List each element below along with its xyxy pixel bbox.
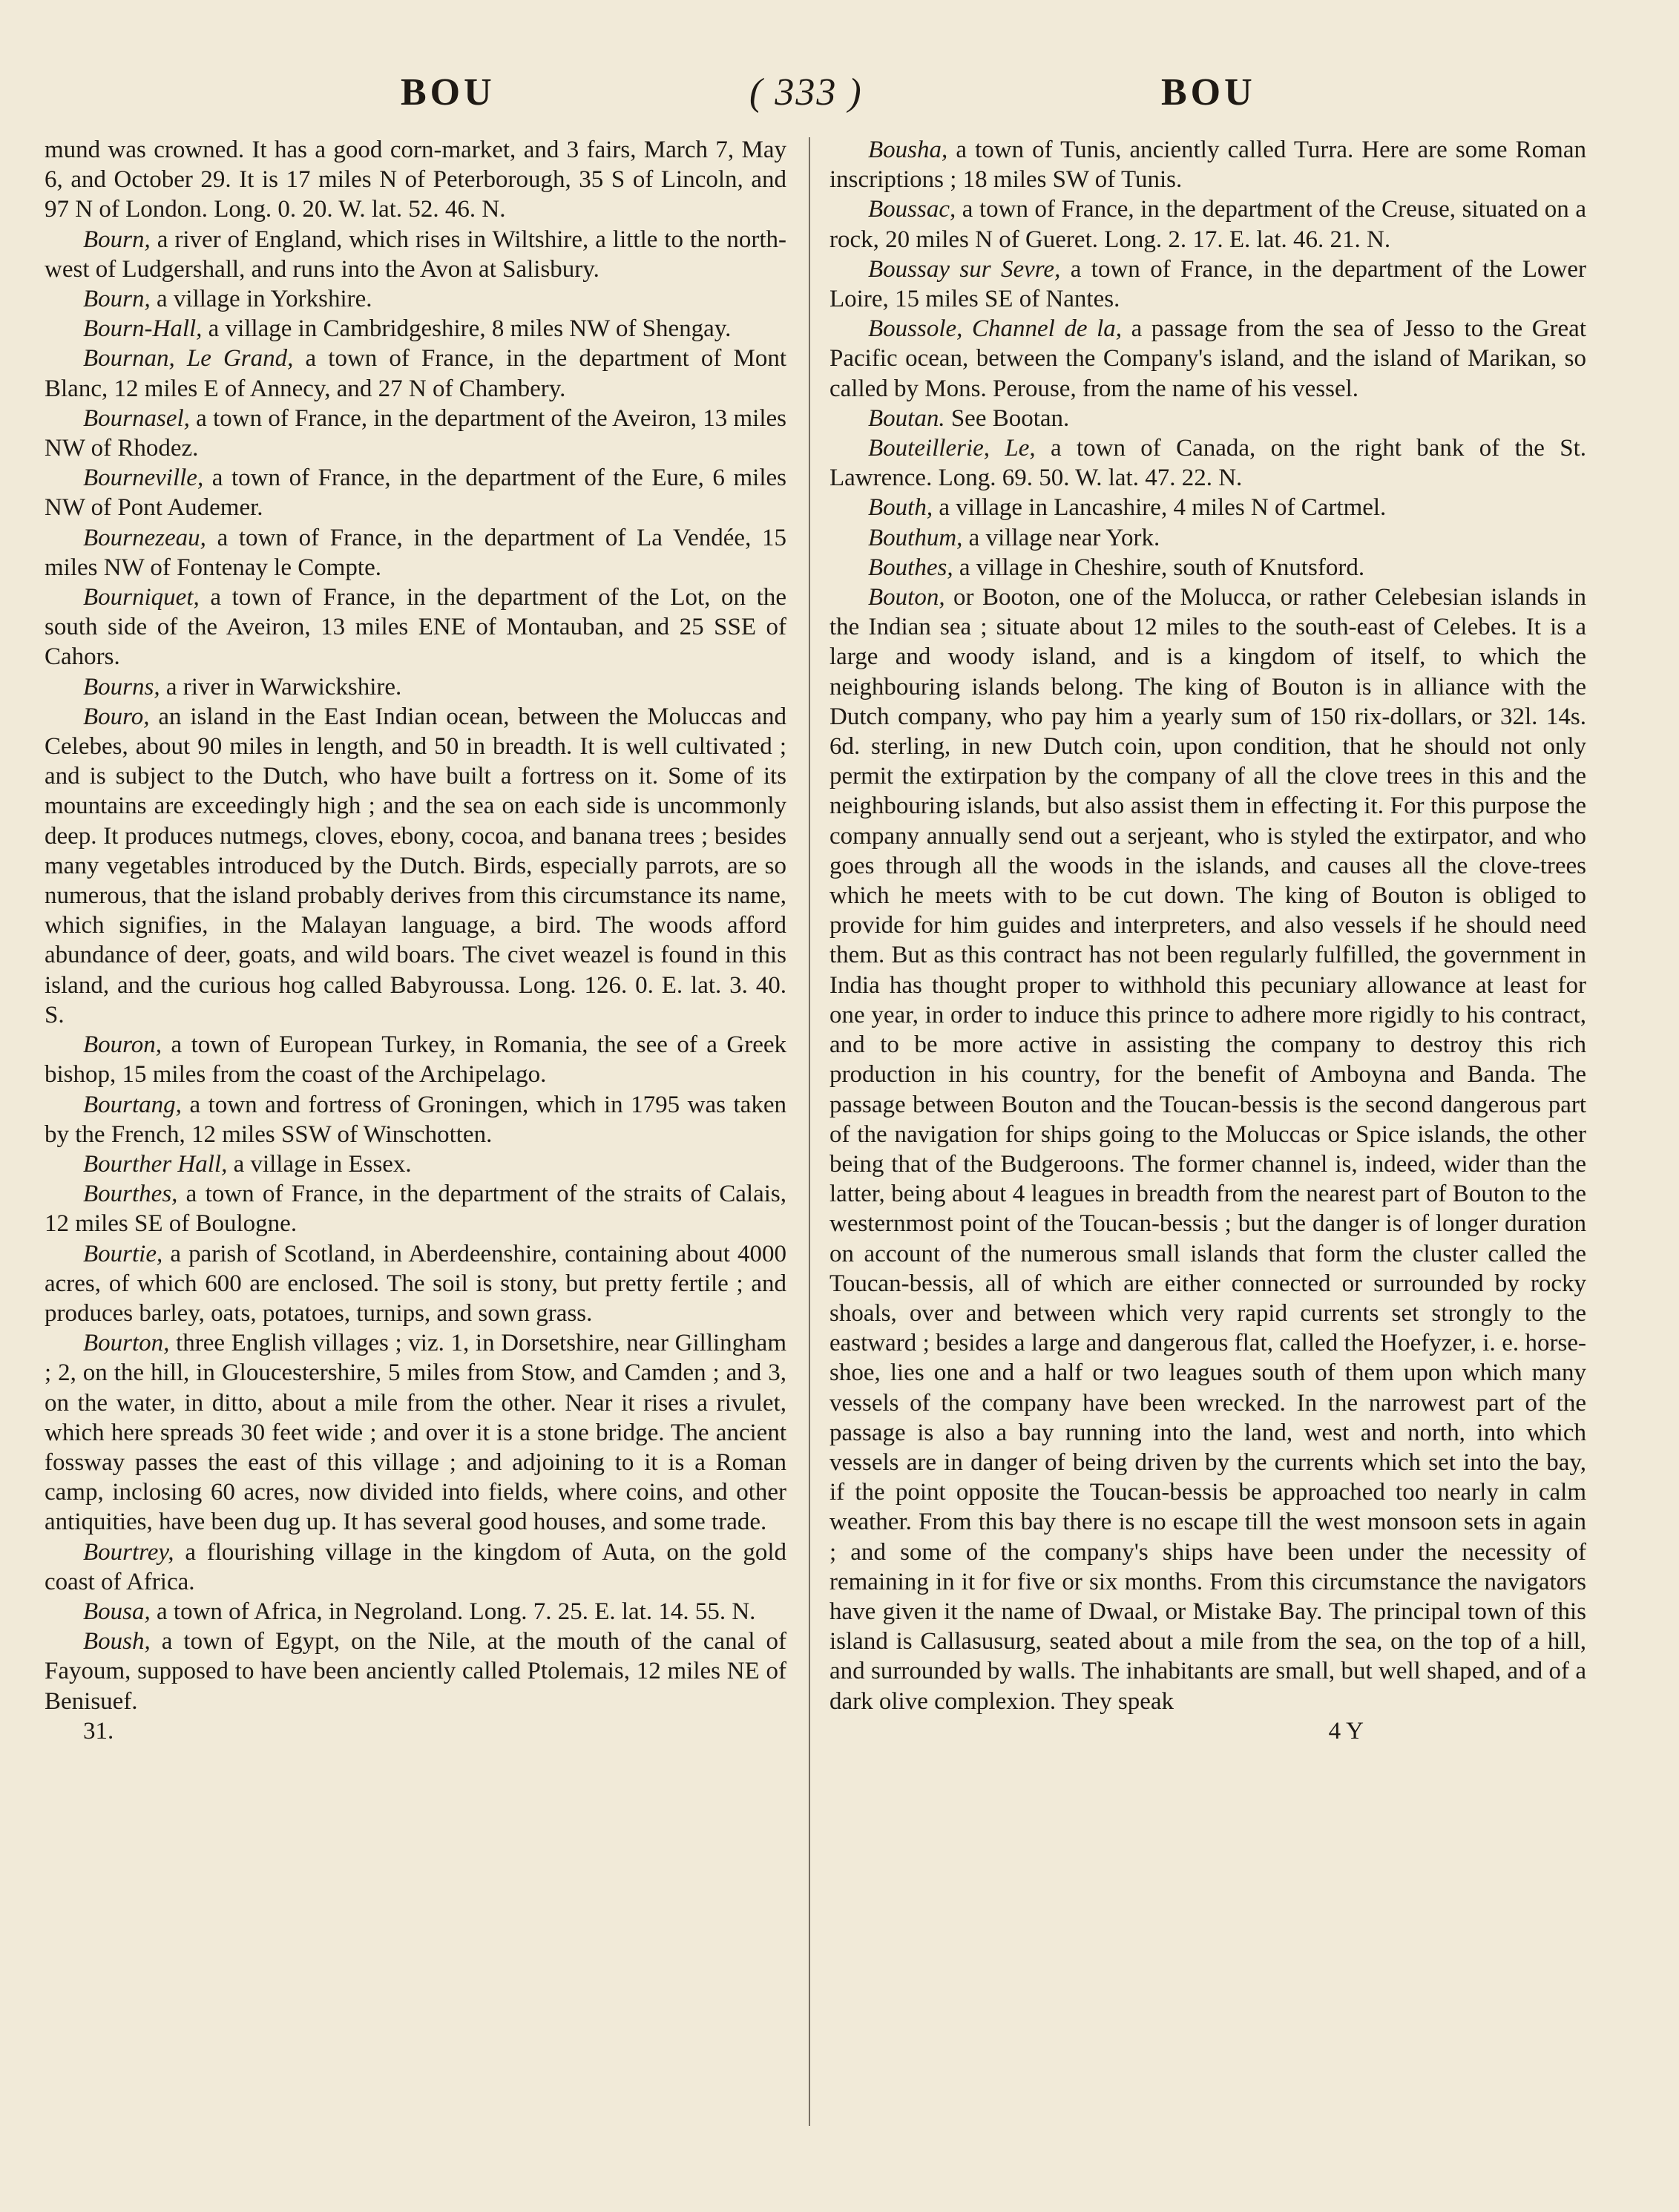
dictionary-entry (45, 1597, 786, 1627)
entry-headword: Bourneville, (83, 465, 204, 492)
dictionary-entry (829, 135, 1586, 194)
entry-headword: Bousha, (868, 137, 948, 163)
right-column (829, 135, 1586, 2153)
dictionary-entry (829, 255, 1586, 314)
dictionary-entry (45, 1030, 786, 1089)
dictionary-entry (45, 672, 786, 702)
entry-headword: Bouro, (83, 703, 150, 730)
entry-headword: Bourtang, (83, 1091, 182, 1118)
dictionary-entry (829, 523, 1586, 553)
entry-headword: Bourn, (83, 226, 151, 253)
entry-headword: Bourn, (83, 286, 151, 313)
entry-headword: Bouth, (868, 494, 933, 522)
entry-text: a passage from the sea of Jesso to the Great Pacific ocean, between the Company's island, and the island of Marikan, so called by Mons. Perouse, from the name of his vessel. (829, 315, 1586, 402)
entry-text: a town of France, in the department of the Aveiron, 13 miles NW of Rhodez. (45, 404, 786, 462)
entry-headword: Bourns, (83, 673, 160, 700)
dictionary-entry (45, 404, 786, 463)
entry-text: mund was crowned. It has a good corn-market, and 3 fairs, March 7, May 6, and October 29. It is 17 miles N of Peterborough, 35 S of Lincoln, and 97 N of London. Long. 0. 20. W. lat. 52. 46. N. (45, 137, 786, 223)
entry-text: a town of Canada, on the right bank of the St. Lawrence. Long. 69. 50. W. lat. 47. 22. N. (829, 435, 1586, 492)
entry-text: a flourishing village in the kingdom of Auta, on the gold coast of Africa. (45, 1538, 786, 1595)
entry-text: a town of European Turkey, in Romania, the see of a Greek bishop, 15 miles from the coast of the Archipelago. (45, 1031, 786, 1089)
entry-text: a village in Cheshire, south of Knutsford. (953, 554, 1365, 581)
entry-text: a town of Tunis, anciently called Turra. Here are some Roman inscriptions ; 18 miles SW of Tunis. (829, 137, 1586, 194)
entry-text: a town of Africa, in Negroland. Long. 7. 25. E. lat. 14. 55. N. (150, 1598, 756, 1625)
entry-text: a town of France, in the department of Mont Blanc, 12 miles E of Annecy, and 27 N of Chambery. (45, 345, 786, 402)
entry-headword: Bouton, (868, 584, 945, 611)
entry-text: a village in Essex. (227, 1150, 412, 1178)
entry-headword: Boussole, Channel de la, (868, 315, 1123, 343)
entry-text: a town of France, in the department of the Eure, 6 miles NW of Pont Audemer. (45, 465, 786, 522)
entry-text: three English villages ; viz. 1, in Dorsetshire, near Gillingham ; 2, on the hill, in Gloucestershire, 5 miles from Stow, and Camden ; and 3, on the water, in ditto, about a mile from the other. Near it rises a rivulet, which here spreads 30 feet wide ; and over it is a stone bridge. The ancient fossway passes the east of this village ; and adjoining to it is a Roman camp, inclosing 60 acres, now divided into fields, where coins, and other antiquities, have been dug up. It has several good houses, and some trade. (45, 1330, 786, 1536)
entry-text: a town of France, in the department of the Lot, on the south side of the Aveiron, 13 miles ENE of Montauban, and 25 SSE of Cahors. (45, 584, 786, 671)
dictionary-entry (829, 404, 1586, 433)
dictionary-entry (45, 135, 786, 225)
dictionary-entry (829, 194, 1586, 254)
header-right: BOU (1161, 71, 1256, 114)
entry-text: a town of France, in the department of the Creuse, situated on a rock, 20 miles N of Gueret. Long. 2. 17. E. lat. 46. 21. N. (829, 196, 1586, 253)
entry-text: a town of France, in the department of the straits of Calais, 12 miles SE of Boulogne. (45, 1181, 786, 1238)
entry-headword: Bourther Hall, (83, 1150, 228, 1178)
entry-headword: Bourton, (83, 1330, 170, 1357)
entry-headword: Boush, (83, 1628, 151, 1655)
entry-text: See Bootan. (944, 404, 1070, 432)
entry-headword: Bourniquet, (83, 584, 200, 611)
running-header (0, 70, 1679, 122)
entry-headword: Bourthes, (83, 1181, 178, 1208)
dictionary-entry (829, 582, 1586, 1716)
dictionary-entry (829, 493, 1586, 522)
entry-text: a village in Yorkshire. (150, 286, 372, 313)
entry-headword: Bournezeau, (83, 524, 206, 551)
entry-text: a town of Egypt, on the Nile, at the mouth of the canal of Fayoum, supposed to have been anciently called Ptolemais, 12 miles NE of Benisuef. (45, 1628, 786, 1715)
entry-text: a village near York. (962, 524, 1160, 551)
entry-text: a river in Warwickshire. (160, 673, 402, 700)
entry-headword: Bouteillerie, Le, (868, 435, 1036, 462)
header-left: BOU (401, 71, 496, 114)
entry-headword: Boussay sur Sevre, (868, 255, 1061, 283)
dictionary-entry (45, 523, 786, 582)
dictionary-entry (45, 1179, 786, 1238)
entry-headword: Bouthes, (868, 554, 953, 581)
dictionary-entry (45, 1328, 786, 1537)
dictionary-entry (45, 1537, 786, 1597)
entry-text: a town of France, in the department of the Lower Loire, 15 miles SE of Nantes. (829, 255, 1586, 313)
entry-headword: Bousa, (83, 1598, 151, 1625)
dictionary-entry (45, 1090, 786, 1149)
column-divider (809, 137, 810, 2126)
dictionary-entry (45, 1149, 786, 1179)
dictionary-entry (45, 225, 786, 284)
dictionary-entry (45, 1239, 786, 1329)
entry-text: a town and fortress of Groningen, which in 1795 was taken by the French, 12 miles SSW of Winschotten. (45, 1091, 786, 1148)
entry-headword: Bourtie, (83, 1240, 163, 1267)
left-column (45, 135, 786, 2153)
entry-headword: Bouron, (83, 1031, 162, 1059)
signature-mark: 31. (83, 1717, 114, 1745)
dictionary-entry (829, 433, 1586, 493)
entry-headword: Bourn-Hall, (83, 315, 203, 343)
entry-text: or Booton, one of the Molucca, or rather Celebesian islands in the Indian sea ; situate about 12 miles to the south-east of Celebes. It is a large and woody island, and is a kingdom of itself, to which the neighbouring islands belong. The king of Bouton is in alliance with the Dutch company, who pay him a yearly sum of 150 rix-dollars, or 32l. 14s. 6d. sterling, in new Dutch coin, upon condition, that he should not only permit the extirpation by the company of all the clove trees in this and the neighbouring islands, but also assist them in effecting it. For this purpose the company annually send out a serjeant, who is styled the extirpator, and who goes through all the woods in the islands, and causes all the clove-trees which he meets with to be cut down. The king of Bouton is obliged to provide for him guides and interpreters, and also vessels if he should need them. But as this contract has not been regularly fulfilled, the government in India has thought proper to withhold this pecuniary allowance at least for one year, in order to induce this prince to adhere more rigidly to his contract, and to be more active in assisting the company to destroy this rich production in his country, for the benefit of Amboyna and Banda. The passage between Bouton and the Toucan-bessis is the second dangerous part of the navigation for ships going to the Moluccas or Spice islands, the other being that of the Budgeroons. The former channel is, indeed, wider than the latter, being about 4 leagues in breadth from the nearest part of Bouton to the westernmost point of the Toucan-bessis ; but the danger is of longer duration on account of the numerous small islands that form the cluster called the Toucan-bessis, all of which are either connected or surrounded by rocky shoals, over and between which very rapid currents set strongly to the eastward ; besides a large and dangerous flat, called the Hoefyzer, i. e. horse-shoe, lies one and a half or two leagues south of them upon which many vessels of the company have been wrecked. In the narrowest part of the passage is also a bay running into the land, west and north, into which vessels are in danger of being driven by the currents which set into the bay, if the point opposite the Toucan-bessis be approached too nearly in calm weather. From this bay there is no escape till the west monsoon sets in again ; and some of the company's ships have been under the necessity of remaining in it for five or six months. From this circumstance the navigators have given it the name of Dwaal, or Mistake Bay. The principal town of this island is Callasusurg, seated about a mile from the sea, on the top of a hill, and surrounded by walls. The inhabitants are small, but well shaped, and of a dark olive complexion. They speak (829, 584, 1586, 1715)
page-number: ( 333 ) (749, 71, 863, 114)
entry-headword: Bournan, Le Grand, (83, 345, 294, 373)
entry-text: an island in the East Indian ocean, between the Moluccas and Celebes, about 90 miles in length, and 50 in breadth. It is well cultivated ; and is subject to the Dutch, who have built a fortress on it. Some of its mountains are exceedingly high ; and the sea on each side is uncommonly deep. It produces nutmegs, cloves, ebony, cocoa, and banana trees ; besides many vegetables introduced by the Dutch. Birds, especially parrots, are so numerous, that the island probably derives from this circumstance its name, which signifies, in the Malayan language, a bird. The woods afford abundance of deer, goats, and wild boars. The civet weazel is found in this island, and the curious hog called Babyroussa. Long. 126. 0. E. lat. 3. 40. S. (45, 703, 786, 1028)
entry-text: a village in Cambridgeshire, 8 miles NW of Shengay. (202, 315, 732, 343)
dictionary-entry (45, 284, 786, 314)
entry-headword: Boussac, (868, 196, 956, 223)
entry-headword: Bournasel, (83, 404, 190, 432)
entry-text: a parish of Scotland, in Aberdeenshire, containing about 4000 acres, of which 600 are enclosed. The soil is stony, but pretty fertile ; and produces barley, oats, potatoes, turnips, and sown grass. (45, 1240, 786, 1327)
dictionary-entry (829, 553, 1586, 582)
dictionary-entry (45, 582, 786, 672)
entry-headword: Bourtrey, (83, 1538, 174, 1566)
entry-headword: Bouthum, (868, 524, 963, 551)
dictionary-entry (45, 314, 786, 344)
dictionary-entry (45, 1627, 786, 1716)
entry-text: a town of France, in the department of La Vendée, 15 miles NW of Fontenay le Compte. (45, 524, 786, 581)
entry-headword: Boutan. (868, 404, 945, 432)
entry-text: a village in Lancashire, 4 miles N of Cartmel. (933, 494, 1387, 522)
dictionary-entry (45, 344, 786, 403)
dictionary-entry (45, 463, 786, 522)
dictionary-entry (829, 314, 1586, 404)
catchword: 4 Y (1328, 1717, 1364, 1745)
entry-text: a river of England, which rises in Wiltshire, a little to the north-west of Ludgershall, and runs into the Avon at Salisbury. (45, 226, 786, 283)
dictionary-entry (45, 702, 786, 1030)
